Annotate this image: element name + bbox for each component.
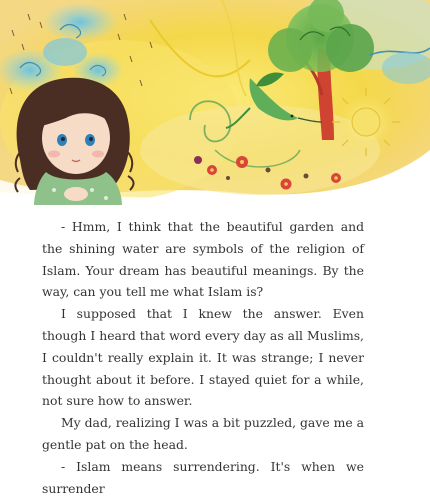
story-paragraph: - Hmm, I think that the beautiful garden and the shining water are symbols of the religion of Islam. Your dream has beautiful meanings. By the way, can you tell me what Islam is? [42, 219, 364, 300]
story-paragraph: - Islam means surrendering. It's when we surrender [42, 458, 364, 496]
story-paragraph: My dad, realizing I was a bit puzzled, gave me a gentle pat on the head. [42, 415, 364, 452]
watercolor-scene [0, 0, 430, 205]
sun-icon [332, 88, 400, 156]
story-text [42, 216, 364, 499]
story-paragraph: I supposed that I knew the answer. Even though I heard that word every day as all Muslims, I couldn't really explain it. It was strange; I never thought about it before. I stayed quiet for a while, not sure how to answer. [42, 306, 364, 409]
girl-icon [15, 78, 133, 205]
story-illustration [0, 0, 430, 205]
